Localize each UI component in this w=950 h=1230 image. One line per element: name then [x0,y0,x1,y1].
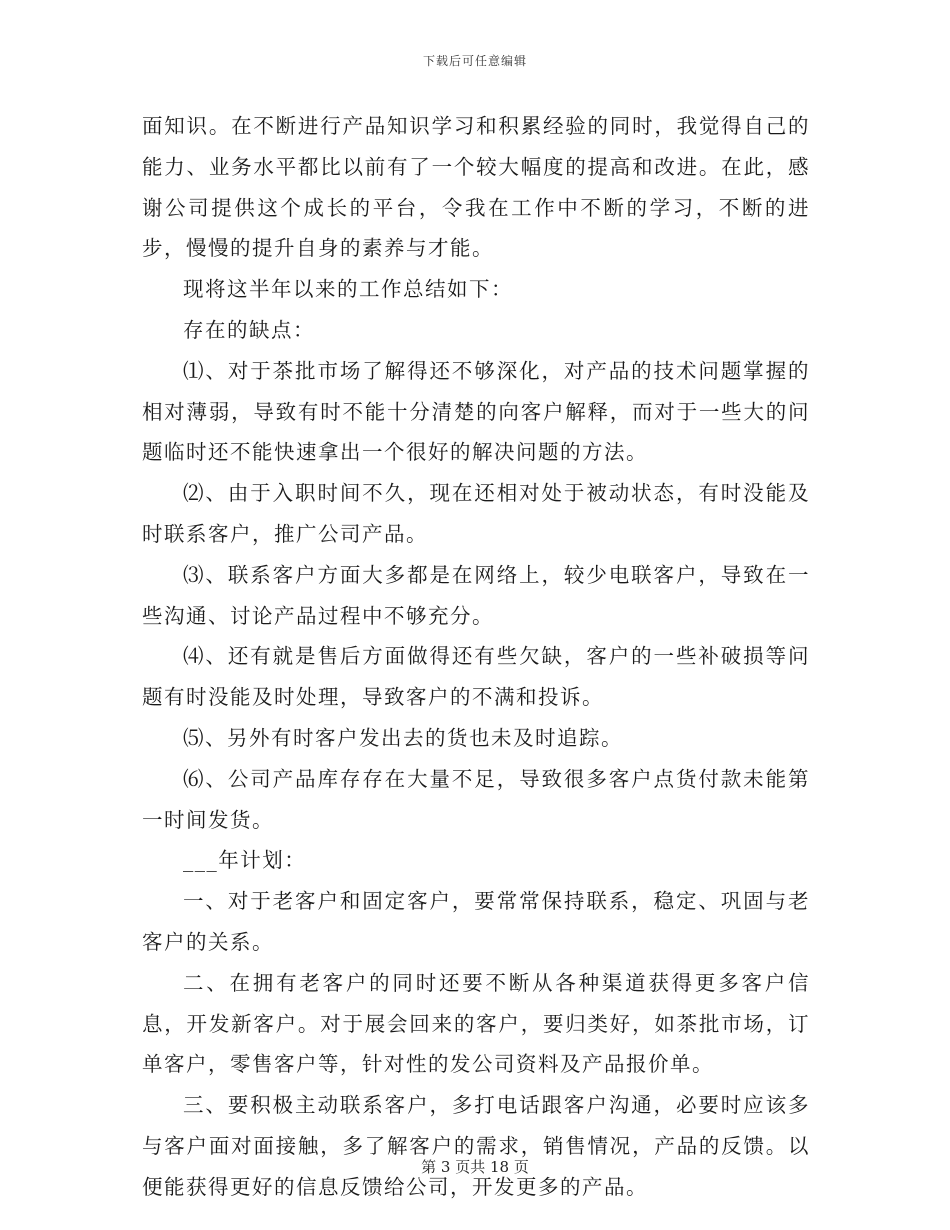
paragraph-shortcoming-2: ⑵、由于入职时间不久，现在还相对处于被动状态，有时没能及时联系客户，推广公司产品。 [142,481,810,546]
paragraph-shortcoming-1: ⑴、对于茶批市场了解得还不够深化，对产品的技术问题掌握的相对薄弱，导致有时不能十分清楚的向客户解释，而对于一些大的问题临时还不能快速拿出一个很好的解决问题的方法。 [142,358,810,465]
paragraph-shortcoming-4: ⑷、还有就是售后方面做得还有些欠缺，客户的一些补破损等问题有时没能及时处理，导致客户的不满和投诉。 [142,644,810,710]
document-body [142,106,810,1208]
paragraph-plan-3: 三、要积极主动联系客户，多打电话跟客户沟通，必要时应该多与客户面对面接触，多了解客户的需求，销售情况，产品的反馈。以便能获得更好的信息反馈给公司，开发更多的产品。 [142,1093,810,1199]
paragraph-shortcomings-heading: 存在的缺点： [183,317,315,342]
paragraph-shortcoming-5: ⑸、另外有时客户发出去的货也未及时追踪。 [183,725,623,750]
paragraph-summary-intro: 现将这半年以来的工作总结如下： [183,277,513,302]
paragraph-plan-heading: ___年计划： [183,848,307,873]
page-header: 下载后可任意编辑 [422,54,527,68]
paragraph-plan-1: 一、对于老客户和固定客户，要常常保持联系，稳定、巩固与老客户的关系。 [142,889,810,954]
paragraph-plan-2: 二、在拥有老客户的同时还要不断从各种渠道获得更多客户信息，开发新客户。对于展会回来的客户，要归类好，如茶批市场，订单客户，零售客户等，针对性的发公司资料及产品报价单。 [142,970,810,1077]
paragraph-shortcoming-6: ⑹、公司产品库存存在大量不足，导致很多客户点货付款未能第一时间发货。 [142,766,810,832]
paragraph-continuation: 面知识。在不断进行产品知识学习和积累经验的同时，我觉得自己的能力、业务水平都比以前有了一个较大幅度的提高和改进。在此，感谢公司提供这个成长的平台，令我在工作中不断的学习，不断的进步，慢慢的提升自身的素养与才能。 [142,114,810,261]
paragraph-shortcoming-3: ⑶、联系客户方面大多都是在网络上，较少电联客户，导致在一些沟通、讨论产品过程中不够充分。 [142,562,810,628]
page-footer: 第 3 页共 18 页 [421,1158,529,1176]
